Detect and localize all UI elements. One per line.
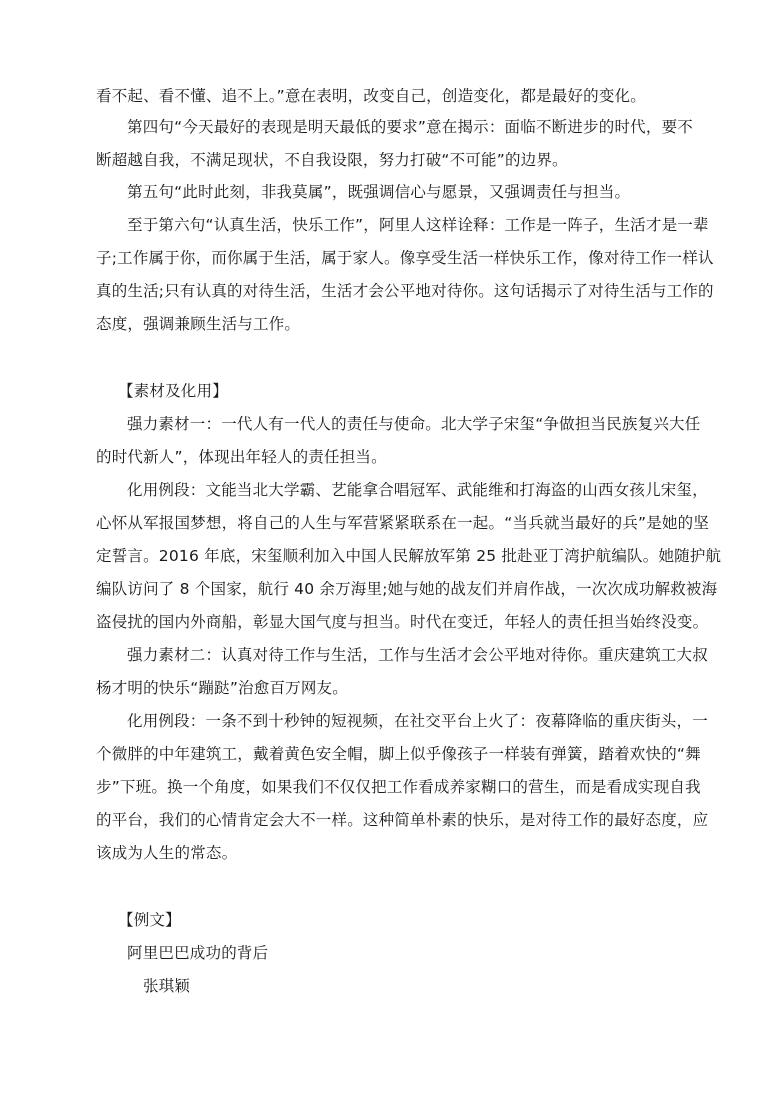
text-line: 断超越自我，不满足现状，不自我设限，努力打破“不可能”的边界。 <box>96 151 568 169</box>
text-line: 的时代新人”，体现出年轻人的责任担当。 <box>96 448 387 466</box>
text-line: 个微胖的中年建筑工，戴着黄色安全帽，脚上似乎像孩子一样装有弹簧，踏着欢快的“舞 <box>96 745 701 763</box>
text-line: 强力素材一：一代人有一代人的责任与使命。北大学子宋玺“争做担当民族复兴大任 <box>127 415 701 433</box>
text-line: 看不起、看不懂、追不上。”意在表明，改变自己，创造变化，都是最好的变化。 <box>96 87 646 105</box>
text-line: 杨才明的快乐“蹦跶”治愈百万网友。 <box>96 679 348 697</box>
section-heading: 【例文】 <box>118 911 181 929</box>
text-line: 子;工作属于你，而你属于生活，属于家人。像享受生活一样快乐工作，像对待工作一样认 <box>96 249 714 267</box>
text-line: 编队访问了 8 个国家，航行 40 余万海里;她与她的战友们并肩作战，一次次成功解救被海 <box>96 580 718 598</box>
text-line: 至于第六句“认真生活，快乐工作”，阿里人这样诠释：工作是一阵子，生活才是一辈 <box>127 216 709 234</box>
text-line: 第五句“此时此刻，非我莫属”，既强调信心与愿景，又强调责任与担当。 <box>127 183 631 201</box>
text-line: 化用例段：一条不到十秒钟的短视频，在社交平台上火了：夜幕降临的重庆街头，一 <box>127 712 708 730</box>
section-heading: 【素材及化用】 <box>118 382 228 400</box>
text-line: 该成为人生的常态。 <box>96 844 238 862</box>
essay-title: 阿里巴巴成功的背后 <box>127 944 269 962</box>
essay-author: 张琪颖 <box>143 977 191 995</box>
text-line: 真的生活;只有认真的对待生活，生活才会公平地对待你。这句话揭示了对待生活与工作的 <box>96 282 714 300</box>
text-line: 第四句“今天最好的表现是明天最低的要求”意在揭示：面临不断进步的时代，要不 <box>127 118 693 136</box>
text-line: 盗侵扰的国内外商船，彰显大国气度与担当。时代在变迁，年轻人的责任担当始终没变。 <box>96 613 709 631</box>
text-line: 定誓言。2016 年底，宋玺顺利加入中国人民解放军第 25 批赴亚丁湾护航编队。她随护航 <box>96 547 722 565</box>
text-line: 心怀从军报国梦想，将自己的人生与军营紧紧联系在一起。“当兵就当最好的兵”是她的坚 <box>96 514 710 532</box>
text-line: 步”下班。换一个角度，如果我们不仅仅把工作看成养家糊口的营生，而是看成实现自我 <box>96 778 701 796</box>
text-line: 强力素材二：认真对待工作与生活，工作与生活才会公平地对待你。重庆建筑工大叔 <box>127 646 708 664</box>
text-line: 的平台，我们的心情肯定会大不一样。这种简单朴素的快乐，是对待工作的最好态度，应 <box>96 811 709 829</box>
text-line: 态度，强调兼顾生活与工作。 <box>96 315 301 333</box>
text-line: 化用例段：文能当北大学霸、艺能拿合唱冠军、武能维和打海盗的山西女孩儿宋玺， <box>127 481 708 499</box>
